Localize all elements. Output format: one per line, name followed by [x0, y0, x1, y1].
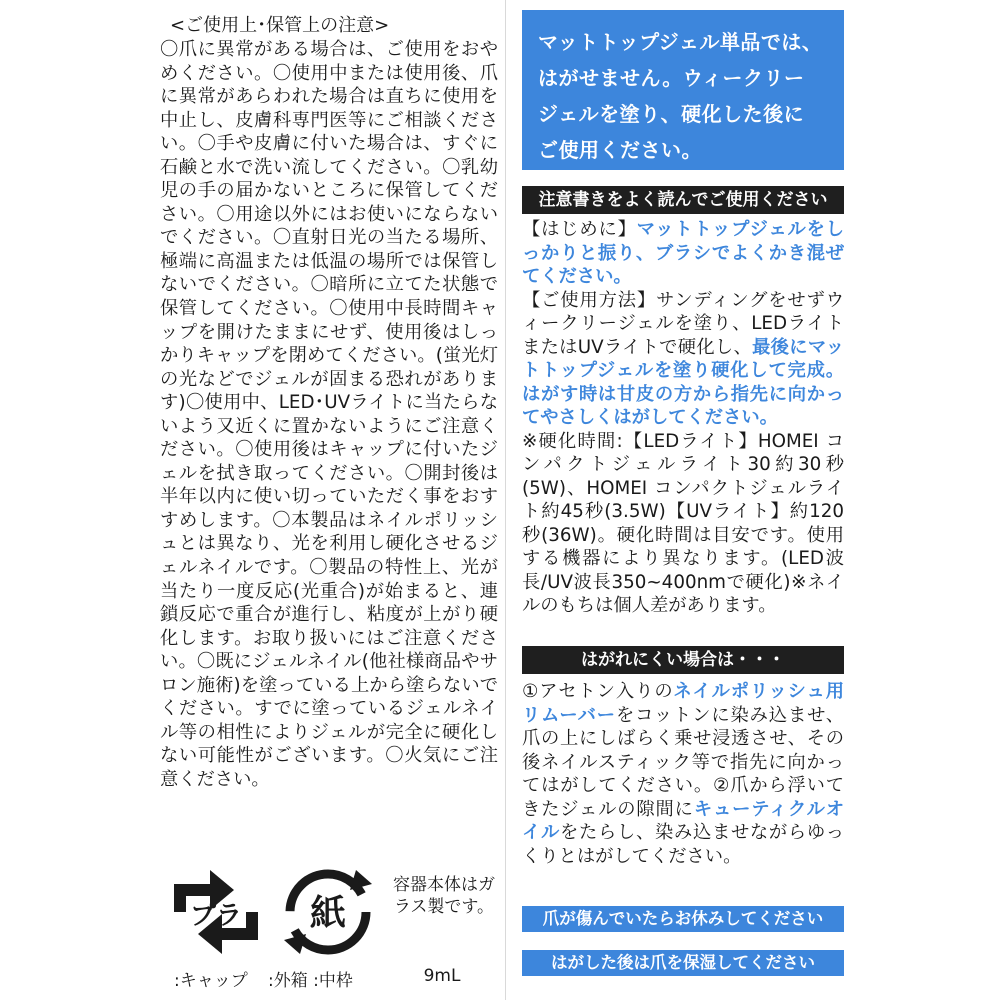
intro-highlight: マットトップジェルをしっかりと振り、ブラシでよくかき混ぜてください。: [522, 219, 845, 287]
notice-line: ジェルを塗り、硬化した後に: [538, 102, 805, 126]
step1-prefix: ①アセトン入りの: [522, 681, 674, 702]
method-label: 【ご使用方法】: [522, 289, 657, 311]
notice-line: ご使用ください。: [538, 138, 702, 162]
container-material-note: 容器本体はガラス製です。: [393, 875, 495, 917]
pla-mark-label: プラ: [189, 901, 243, 931]
step2-text: をたらし、染み込ませながらゆっくりとはがしてください。: [522, 822, 845, 867]
cautions-title: <ご使用上･保管上の注意>: [170, 15, 390, 36]
paper-recycle-icon: [276, 862, 380, 962]
method-text: サンディングをせずウィークリージェルを塗り、LEDライトまたはUVライトで硬化し、: [522, 289, 844, 358]
notice-line: マットトップジェル単品では、: [538, 30, 823, 54]
paper-caption: :外箱 :中枠: [268, 971, 353, 991]
matte-top-notice: [522, 10, 844, 170]
cautions-body: 〇爪に異常がある場合は、ご使用をおやめください。〇使用中または使用後、爪に異常があらわれた場合は直ちに使用を中止し、皮膚科専門医等にご相談ください。〇手や皮膚に付いた場合は、すぐに石鹸と水で洗い流してください。〇乳幼児の手の届かないところに保管してください。〇用途以外にはお使いにならないでください。〇直射日光の当たる場所、極端に高温または低温の場所では保管しないでください。〇暗所に立てた状態で保管してください。〇使用中長時間キャップを開けたままにせず、使用後はしっかりキャップを閉めてください。(蛍光灯の光などでジェルが固まる恐れがあります)〇使用中、LED･UVライトに当たらないよう又近くに置かないようにご注意ください。〇使用後はキャップに付いたジェルを拭き取ってください。〇開封後は半年以内に使い切っていただく事をおすすめします。〇本製品はネイルポリッシュとは異なり、光を利用し硬化させるジェルネイルです。〇製品の特性上、光が当たり一度反応(光重合)が始まると、連鎖反応で重合が進行し、粘度が上がり硬化します。お取り扱いにはご注意ください。〇既にジェルネイル(他社様商品やサロン施術)を塗っている上から塗らないでください。すでに塗っているジェルネイル等の相性によりジェルが完全に硬化しない可能性がございます。〇火気にご注意ください。: [160, 39, 498, 790]
step1-highlight: ネイルポリッシュ用リムーバー: [522, 681, 844, 726]
step1-text: をコットンに染み込ませ、爪の上にしばらく乗せ浸透させ、その後ネイルスティック等で指先に向かってはがしてください。: [522, 704, 844, 796]
moisturize-nails-bar: はがした後は爪を保湿してください: [522, 950, 844, 976]
cure-time-text: ※硬化時間:【LEDライト】HOMEI コンパクトジェルライト30約30秒(5W)、HOMEI コンパクトジェルライト約45秒(3.5W)【UVライト】約120秒(36W)。硬化時間は目安です。使用する機器により異なります。(LED波長/UV波長350~400nmで硬化)※ネイルのもちは個人差があります。: [522, 430, 844, 616]
volume-label: 9mL: [423, 966, 461, 986]
recycle-marks: [160, 862, 390, 990]
method-highlight: 最後にマットトップジェルを塗り硬化して完成。はがす時は甘皮の方から指先に向かってやさしくはがしてください。: [522, 336, 844, 428]
intro-label: 【はじめに】: [522, 219, 637, 240]
peel-instructions: [522, 680, 844, 868]
usage-instructions: [522, 218, 844, 618]
notice-line: はがせません。ウィークリー: [538, 66, 805, 90]
read-notice-bar: 注意書きをよく読んでご使用ください: [522, 186, 844, 214]
rest-nails-bar: 爪が傷んでいたらお休みしてください: [522, 906, 844, 932]
pla-recycle-icon: [160, 862, 272, 962]
pla-caption: :キャップ: [174, 971, 248, 991]
step2-highlight: キューティクルオイル: [522, 798, 844, 843]
hard-to-peel-bar: はがれにくい場合は・・・: [522, 646, 844, 674]
step2-prefix: ②爪から浮いてきたジェルの隙間に: [522, 775, 845, 820]
paper-mark-label: 紙: [309, 893, 347, 934]
usage-storage-cautions: [160, 14, 498, 792]
column-divider: [505, 0, 506, 1000]
